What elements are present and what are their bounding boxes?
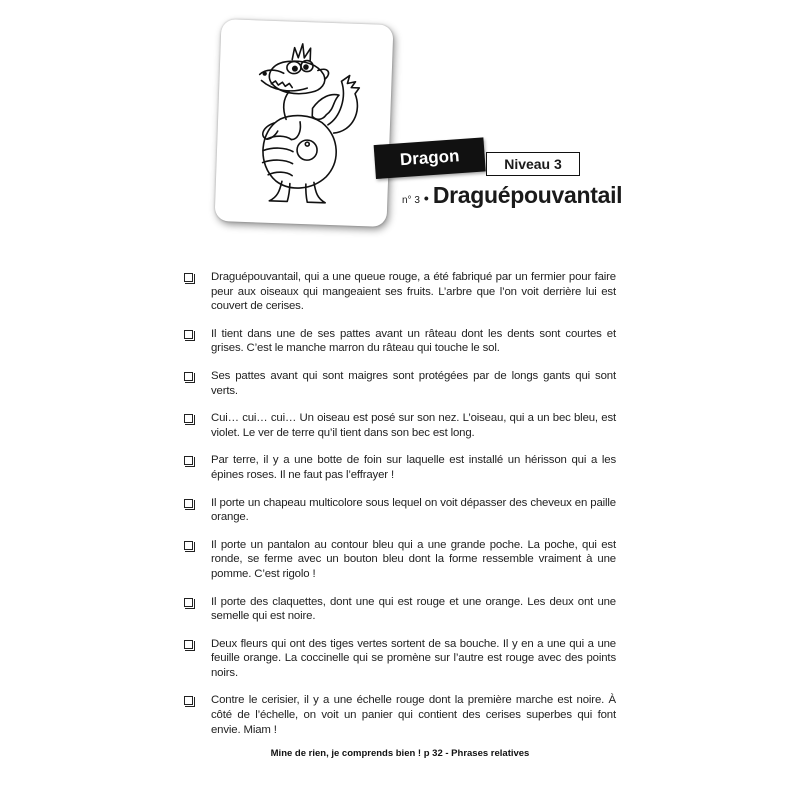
item-text: Il porte un chapeau multicolore sous lequel on voit dépasser des cheveux en paille orange. (211, 496, 616, 524)
item-text: Ses pattes avant qui sont maigres sont protégées par de longs gants qui sont verts. (211, 369, 616, 397)
list-item (184, 693, 616, 737)
item-text: Contre le cerisier, il y a une échelle rouge dont la première marche est noire. À côté de l’échelle, on voit un panier qui contient des cerises superbes qui font envie. Miam ! (211, 694, 616, 736)
list-item (184, 369, 616, 398)
list-item (184, 496, 616, 525)
title-text: Draguépouvantail (432, 182, 623, 208)
list-item (184, 637, 616, 681)
item-text: Deux fleurs qui ont des tiges vertes sortent de sa bouche. Il y en a une qui a une feuille orange. La coccinelle qui se promène sur l’autre est rouge avec des points noirs. (211, 637, 616, 679)
title-separator: • (423, 190, 429, 206)
item-text: Il tient dans une de ses pattes avant un râteau dont les dents sont courtes et grises. C’est le manche marron du râteau qui touche le sol. (211, 327, 616, 355)
title-number: n° 3 (402, 195, 420, 206)
checkbox-icon[interactable] (184, 541, 193, 550)
checkbox-icon[interactable] (184, 696, 193, 705)
list-item (184, 411, 616, 440)
item-text: Il porte des claquettes, dont une qui est rouge et une orange. Les deux ont une semelle qui est noire. (211, 595, 616, 623)
item-text: Draguépouvantail, qui a une queue rouge, a été fabriqué par un fermier pour faire peur aux oiseaux qui mangeaient ses fruits. L’arbre que l’on voit derrière lui est couvert de cerises. (211, 271, 616, 313)
list-item (184, 595, 616, 624)
checkbox-icon[interactable] (184, 273, 193, 282)
illustration-card (215, 19, 394, 227)
list-item (184, 270, 616, 314)
checkbox-icon[interactable] (184, 499, 193, 508)
checkbox-icon[interactable] (184, 598, 193, 607)
list-item (184, 453, 616, 482)
page-footer: Mine de rien, je comprends bien ! p 32 - Phrases relatives (270, 748, 530, 759)
item-text: Cui… cui… cui… Un oiseau est posé sur son nez. L’oiseau, qui a un bec bleu, est violet. Le ver de terre qu’il tient dans son bec est long. (211, 412, 616, 439)
level-label: Niveau 3 (486, 152, 580, 176)
checkbox-icon[interactable] (184, 330, 193, 339)
checkbox-icon[interactable] (184, 456, 193, 465)
category-label: Dragon (374, 137, 486, 179)
item-text: Il porte un pantalon au contour bleu qui a une grande poche. La poche, qui est ronde, se ferme avec un bouton bleu dont la forme ressemble vraiment à une pomme. C’est rigolo ! (211, 538, 616, 580)
checkbox-icon[interactable] (184, 640, 193, 649)
item-text: Par terre, il y a une botte de foin sur laquelle est installé un hérisson qui a les épines roses. Il ne faut pas l’effrayer ! (211, 454, 616, 481)
page-title (402, 182, 622, 209)
list-item (184, 538, 616, 582)
sentence-list (184, 270, 616, 750)
checkbox-icon[interactable] (184, 414, 193, 423)
dragon-illustration (227, 33, 383, 216)
checkbox-icon[interactable] (184, 372, 193, 381)
list-item (184, 327, 616, 356)
